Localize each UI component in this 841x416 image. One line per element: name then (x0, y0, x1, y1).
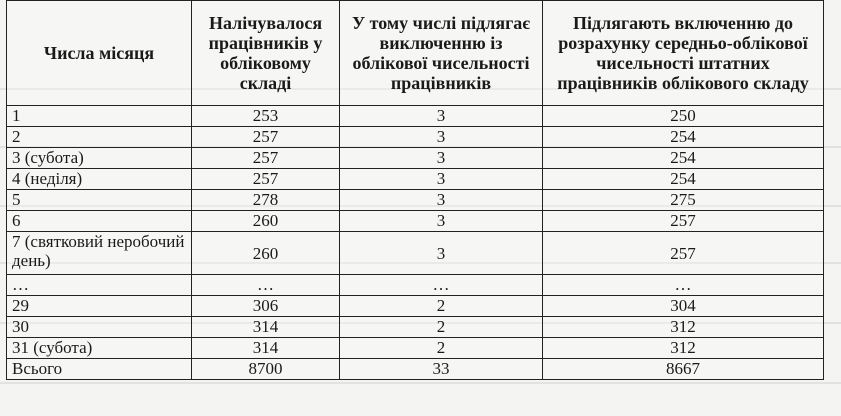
table-row (7, 190, 824, 211)
cell-excluded: 3 (340, 169, 543, 190)
cell-included: 257 (543, 211, 824, 232)
table-row (7, 232, 824, 275)
cell-included: 254 (543, 148, 824, 169)
cell-listed: 260 (192, 211, 340, 232)
cell-included: 312 (543, 317, 824, 338)
cell-included: 312 (543, 338, 824, 359)
cell-day: 4 (неділя) (7, 169, 192, 190)
cell-excluded: 3 (340, 190, 543, 211)
cell-listed: 257 (192, 148, 340, 169)
cell-day: 6 (7, 211, 192, 232)
total-excluded: 33 (340, 359, 543, 380)
cell-day: 30 (7, 317, 192, 338)
cell-day: … (7, 275, 192, 296)
cell-listed: 253 (192, 106, 340, 127)
cell-included: … (543, 275, 824, 296)
cell-excluded: 2 (340, 317, 543, 338)
table-row (7, 296, 824, 317)
header-day: Числа місяця (7, 1, 192, 106)
header-excluded: У тому числі підлягає виключенню із облікової чисельності працівників (340, 1, 543, 106)
cell-day: 31 (субота) (7, 338, 192, 359)
table-row (7, 275, 824, 296)
cell-day: 5 (7, 190, 192, 211)
total-listed: 8700 (192, 359, 340, 380)
table-row (7, 106, 824, 127)
cell-listed: 314 (192, 317, 340, 338)
cell-day: 29 (7, 296, 192, 317)
total-label: Всього (7, 359, 192, 380)
headcount-table (6, 0, 824, 380)
cell-excluded: 3 (340, 148, 543, 169)
cell-excluded: 3 (340, 106, 543, 127)
header-included: Підлягають включенню до розрахунку середньо-облікової чисельності штатних працівників облікового складу (543, 1, 824, 106)
cell-included: 250 (543, 106, 824, 127)
cell-included: 304 (543, 296, 824, 317)
cell-day: 7 (святковий неробочий день) (7, 232, 192, 275)
cell-listed: … (192, 275, 340, 296)
cell-day: 1 (7, 106, 192, 127)
cell-included: 254 (543, 169, 824, 190)
cell-included: 275 (543, 190, 824, 211)
cell-excluded: 3 (340, 127, 543, 148)
table-row (7, 148, 824, 169)
total-included: 8667 (543, 359, 824, 380)
cell-excluded: 3 (340, 211, 543, 232)
cell-excluded: 2 (340, 338, 543, 359)
header-listed: Налічувалося працівників у обліковому складі (192, 1, 340, 106)
cell-day: 2 (7, 127, 192, 148)
cell-listed: 278 (192, 190, 340, 211)
cell-listed: 314 (192, 338, 340, 359)
table-row (7, 211, 824, 232)
cell-excluded: 2 (340, 296, 543, 317)
cell-listed: 260 (192, 232, 340, 275)
table-row (7, 127, 824, 148)
table-row (7, 169, 824, 190)
cell-listed: 257 (192, 127, 340, 148)
cell-included: 254 (543, 127, 824, 148)
cell-excluded: 3 (340, 232, 543, 275)
cell-included: 257 (543, 232, 824, 275)
cell-day: 3 (субота) (7, 148, 192, 169)
table-row (7, 317, 824, 338)
total-row (7, 359, 824, 380)
cell-listed: 306 (192, 296, 340, 317)
cell-listed: 257 (192, 169, 340, 190)
table-row (7, 338, 824, 359)
cell-excluded: … (340, 275, 543, 296)
table-header-row (7, 1, 824, 106)
